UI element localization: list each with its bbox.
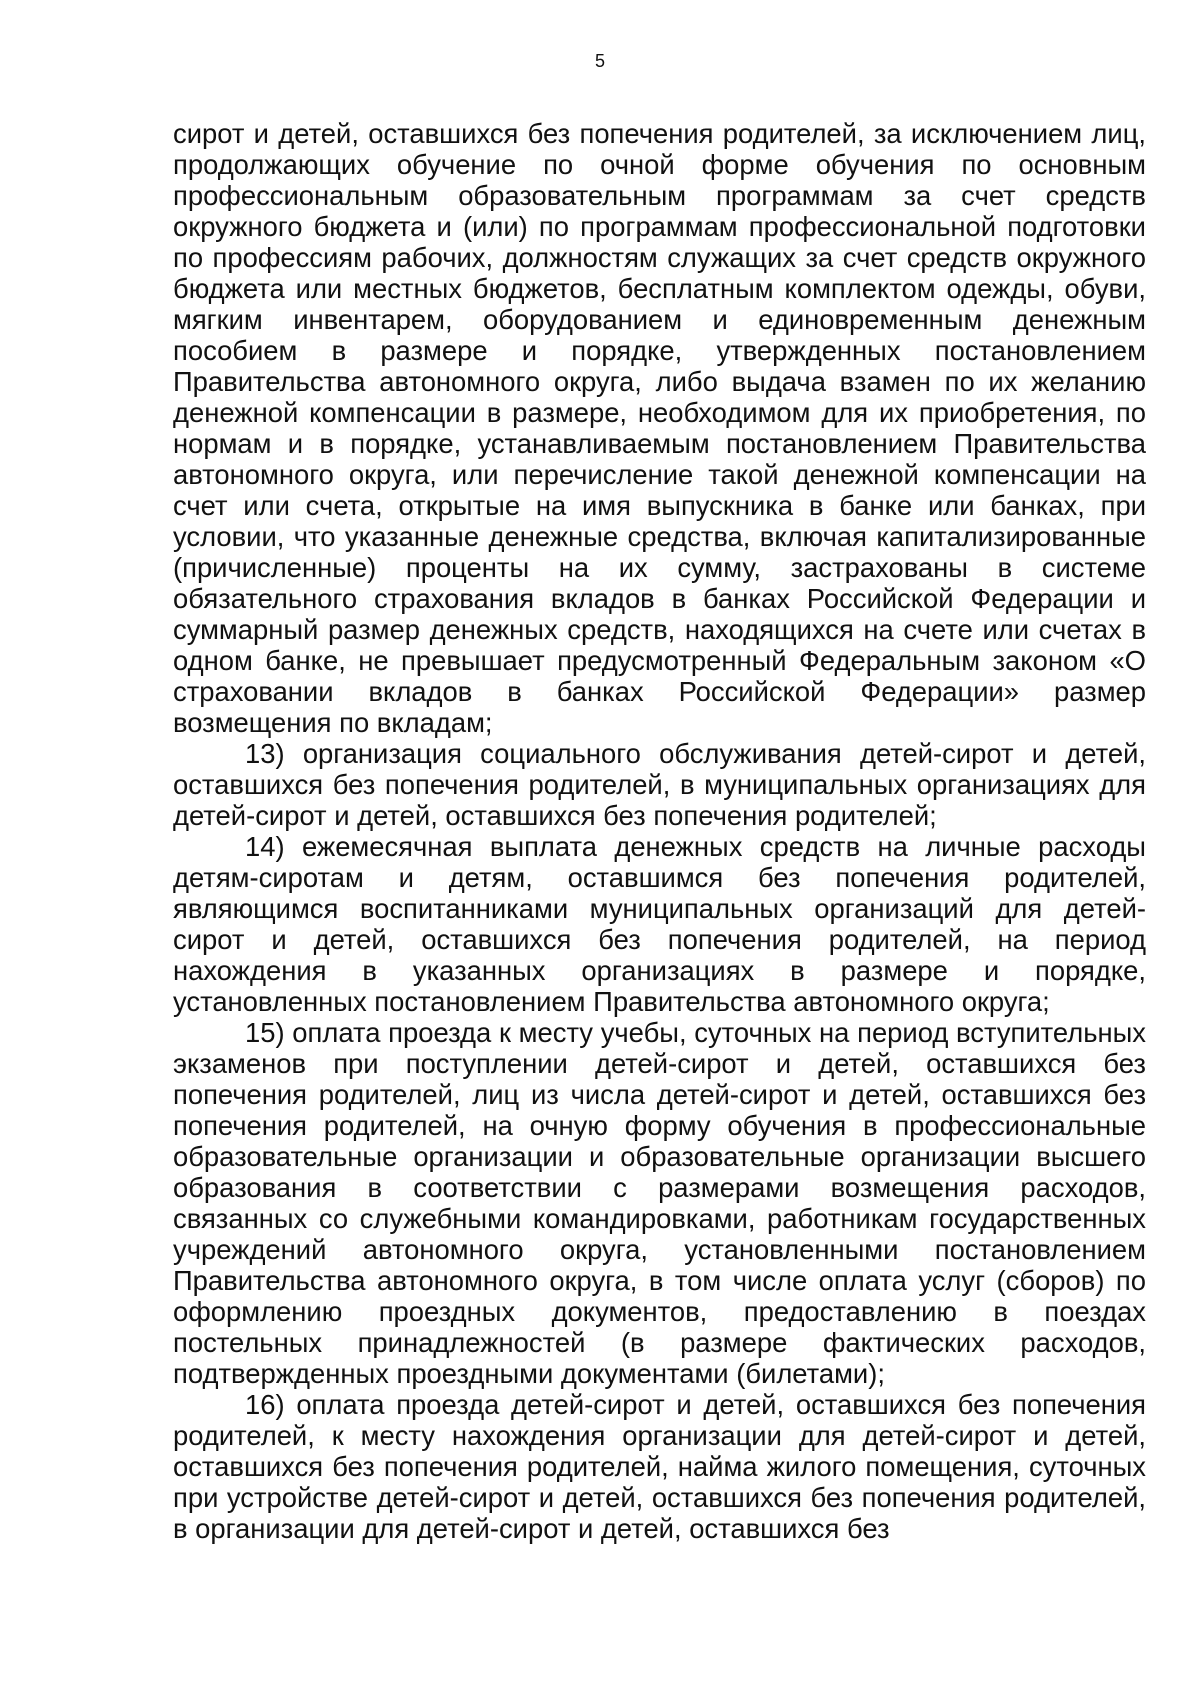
paragraph-item-16: 16) оплата проезда детей-сирот и детей, оставшихся без попечения родителей, к месту нахождения организации для детей-сирот и детей, оставшихся без попечения родителей, найма жилого помещения, суточных при устройстве детей-сирот и детей, оставшихся без попечения родителей, в организации для детей-сирот и детей, оставшихся без [173,1389,1146,1544]
document-body [173,118,1146,1544]
paragraph-item-15: 15) оплата проезда к месту учебы, суточных на период вступительных экзаменов при поступлении детей-сирот и детей, оставшихся без попечения родителей, лиц из числа детей-сирот и детей, оставшихся без попечения родителей, на очную форму обучения в профессиональные образовательные организации и образовательные организации высшего образования в соответствии с размерами возмещения расходов, связанных со служебными командировками, работникам государственных учреждений автономного округа, установленными постановлением Правительства автономного округа, в том числе оплата услуг (сборов) по оформлению проездных документов, предоставлению в поездах постельных принадлежностей (в размере фактических расходов, подтвержденных проездными документами (билетами); [173,1017,1146,1389]
paragraph-item-13: 13) организация социального обслуживания детей-сирот и детей, оставшихся без попечения родителей, в муниципальных организациях для детей-сирот и детей, оставшихся без попечения родителей; [173,738,1146,831]
paragraph-continuation: сирот и детей, оставшихся без попечения родителей, за исключением лиц, продолжающих обучение по очной форме обучения по основным профессиональным образовательным программам за счет средств окружного бюджета и (или) по программам профессиональной подготовки по профессиям рабочих, должностям служащих за счет средств окружного бюджета или местных бюджетов, бесплатным комплектом одежды, обуви, мягким инвентарем, оборудованием и единовременным денежным пособием в размере и порядке, утвержденных постановлением Правительства автономного округа, либо выдача взамен по их желанию денежной компенсации в размере, необходимом для их приобретения, по нормам и в порядке, устанавливаемым постановлением Правительства автономного округа, или перечисление такой денежной компенсации на счет или счета, открытые на имя выпускника в банке или банках, при условии, что указанные денежные средства, включая капитализированные (причисленные) проценты на их сумму, застрахованы в системе обязательного страхования вкладов в банках Российской Федерации и суммарный размер денежных средств, находящихся на счете или счетах в одном банке, не превышает предусмотренный Федеральным законом «О страховании вкладов в банках Российской Федерации» размер возмещения по вкладам; [173,118,1146,738]
paragraph-item-14: 14) ежемесячная выплата денежных средств на личные расходы детям-сиротам и детям, оставшимся без попечения родителей, являющимся воспитанниками муниципальных организаций для детей-сирот и детей, оставшихся без попечения родителей, на период нахождения в указанных организациях в размере и порядке, установленных постановлением Правительства автономного округа; [173,831,1146,1017]
page-number: 5 [594,51,605,71]
